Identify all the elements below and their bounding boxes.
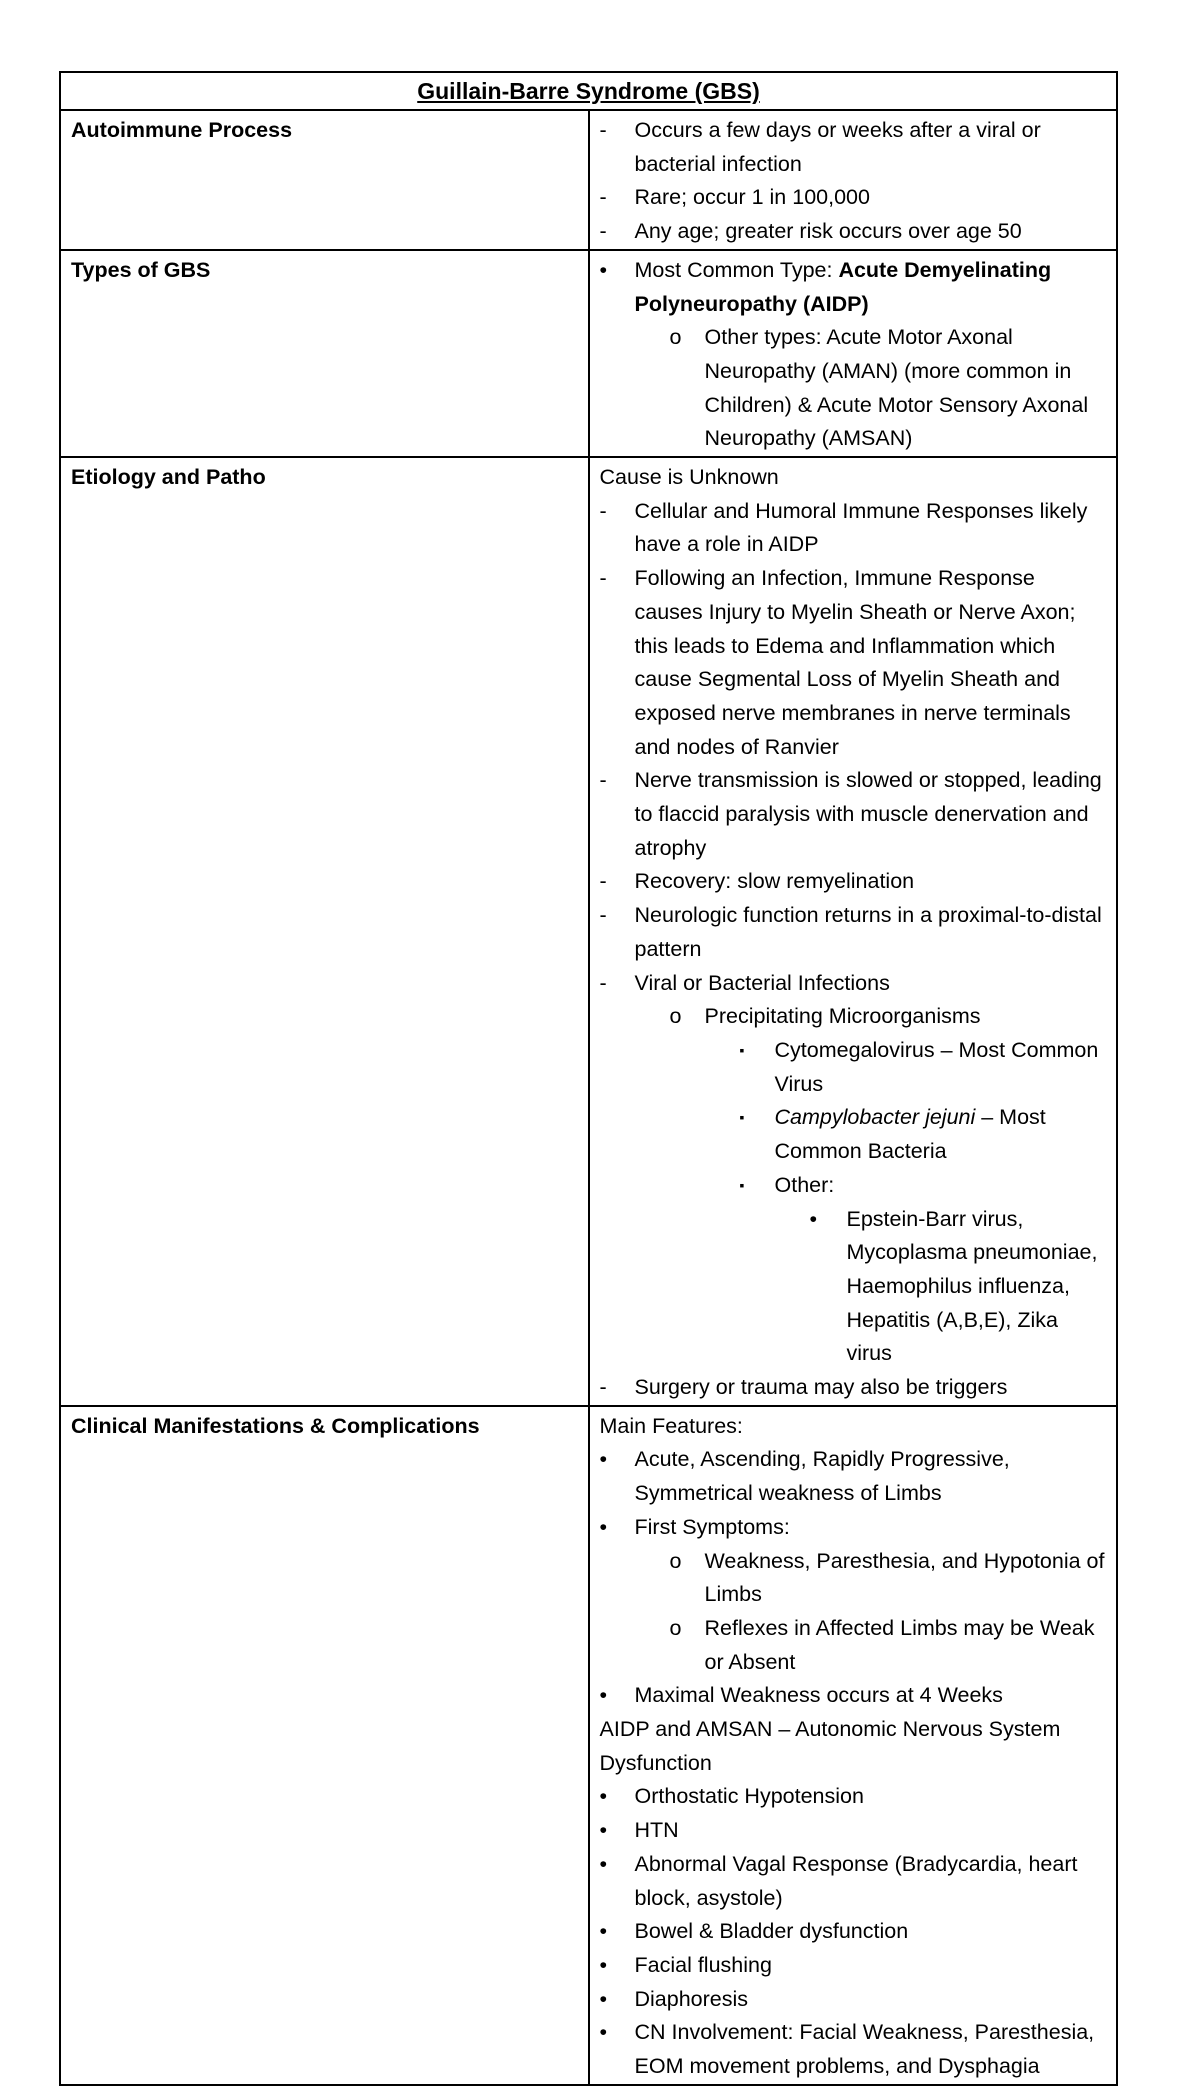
list-item: - Occurs a few days or weeks after a viral or bacterial infection — [600, 114, 1109, 181]
list-item: Cause is Unknown — [599, 465, 779, 490]
list-item: AIDP and AMSAN – Autonomic Nervous System Dysfunction — [599, 1717, 1061, 1775]
row-label-autoimmune: Autoimmune Process — [60, 110, 589, 250]
list-item: ▪ Cytomegalovirus – Most Common Virus — [600, 1034, 1109, 1101]
list-item: • Diaphoresis — [600, 1983, 1109, 2017]
list-item: • CN Involvement: Facial Weakness, Paresthesia, EOM movement problems, and Dysphagia — [600, 2016, 1109, 2083]
list-item: - Rare; occur 1 in 100,000 — [600, 181, 1109, 215]
list-item: • Most Common Type: Acute Demyelinating Polyneuropathy (AIDP) — [600, 254, 1109, 321]
row-content-etiology — [589, 457, 1118, 1406]
title-row — [60, 72, 1117, 110]
bullet-icon: • — [599, 2020, 608, 2045]
list-item: o Precipitating Microorganisms — [600, 1000, 1109, 1034]
list-item: - Surgery or trauma may also be triggers — [600, 1371, 1109, 1405]
square-bullet-icon: ▪ — [739, 1109, 745, 1126]
list-item: • First Symptoms: — [600, 1511, 1109, 1545]
list-item: - Following an Infection, Immune Response causes Injury to Myelin Sheath or Nerve Axon; this leads to Edema and Inflammation which cause Segmental Loss of Myelin Sheath and exposed nerve membranes in nerve terminals and nodes of Ranvier — [600, 562, 1109, 764]
page-title: Guillain-Barre Syndrome (GBS) — [60, 72, 1117, 110]
list-item: - Any age; greater risk occurs over age 50 — [600, 215, 1109, 249]
row-label-clinical: Clinical Manifestations & Complications — [60, 1406, 589, 2085]
row-label-types: Types of GBS — [60, 250, 589, 457]
list-item: • HTN — [600, 1814, 1109, 1848]
list-item: • Abnormal Vagal Response (Bradycardia, heart block, asystole) — [600, 1848, 1109, 1915]
square-bullet-icon: ▪ — [739, 1176, 745, 1193]
list-item: o Reflexes in Affected Limbs may be Weak or Absent — [600, 1612, 1109, 1679]
list-item: - Neurologic function returns in a proximal-to-distal pattern — [600, 899, 1109, 966]
list-item: • Orthostatic Hypotension — [600, 1780, 1109, 1814]
list-item: • Epstein-Barr virus, Mycoplasma pneumoniae, Haemophilus influenza, Hepatitis (A,B,E), Zika virus — [600, 1203, 1109, 1372]
bullet-icon: • — [809, 1206, 818, 1231]
list-item: ▪ Campylobacter jejuni – Most Common Bacteria — [600, 1101, 1109, 1168]
bullet-icon: • — [599, 1952, 608, 1977]
row-content-clinical — [589, 1406, 1118, 2085]
list-item: • Facial flushing — [600, 1949, 1109, 1983]
bullet-icon: • — [599, 1514, 608, 1539]
dash-marker: - — [599, 903, 607, 928]
gbs-table — [59, 71, 1118, 2086]
table-row — [60, 250, 1117, 457]
list-item: • Maximal Weakness occurs at 4 Weeks — [600, 1679, 1109, 1713]
list-item: - Cellular and Humoral Immune Responses likely have a role in AIDP — [600, 495, 1109, 562]
bullet-icon: • — [599, 1683, 608, 1708]
circle-bullet-icon: o — [669, 325, 682, 350]
circle-bullet-icon: o — [669, 1615, 682, 1640]
list-item: - Recovery: slow remyelination — [600, 865, 1109, 899]
table-row — [60, 457, 1117, 1406]
list-item: o Other types: Acute Motor Axonal Neuropathy (AMAN) (more common in Children) & Acute Motor Sensory Axonal Neuropathy (AMSAN) — [600, 321, 1109, 456]
dash-marker: - — [599, 498, 607, 523]
list-item: Main Features: — [599, 1413, 743, 1438]
bullet-icon: • — [599, 1986, 608, 2011]
table-row — [60, 110, 1117, 250]
dash-marker: - — [599, 118, 607, 142]
row-content-autoimmune — [589, 110, 1118, 250]
circle-bullet-icon: o — [669, 1548, 682, 1573]
list-item: • Bowel & Bladder dysfunction — [600, 1915, 1109, 1949]
bullet-icon: • — [599, 1851, 608, 1876]
bullet-icon: • — [599, 1919, 608, 1944]
bullet-icon: • — [599, 1447, 608, 1472]
list-item: o Weakness, Paresthesia, and Hypotonia of Limbs — [600, 1545, 1109, 1612]
row-label-etiology: Etiology and Patho — [60, 457, 589, 1406]
list-item: - Viral or Bacterial Infections — [600, 967, 1109, 1001]
table-row — [60, 1406, 1117, 2085]
bullet-icon: • — [599, 1818, 608, 1843]
row-content-types — [589, 250, 1118, 457]
gbs-summary-sheet — [59, 71, 1118, 2086]
dash-marker: - — [599, 566, 607, 591]
list-item: - Nerve transmission is slowed or stopped, leading to flaccid paralysis with muscle denervation and atrophy — [600, 764, 1109, 865]
square-bullet-icon: ▪ — [739, 1041, 745, 1058]
bullet-icon: • — [599, 1784, 608, 1809]
dash-marker: - — [599, 869, 607, 894]
dash-marker: - — [599, 768, 607, 793]
dash-marker: - — [599, 219, 607, 244]
bullet-icon: • — [599, 257, 608, 282]
circle-bullet-icon: o — [669, 1004, 682, 1029]
list-item: • Acute, Ascending, Rapidly Progressive, Symmetrical weakness of Limbs — [600, 1443, 1109, 1510]
list-item: ▪ Other: — [600, 1169, 1109, 1203]
dash-marker: - — [599, 185, 607, 210]
dash-marker: - — [599, 970, 607, 995]
dash-marker: - — [599, 1375, 607, 1400]
